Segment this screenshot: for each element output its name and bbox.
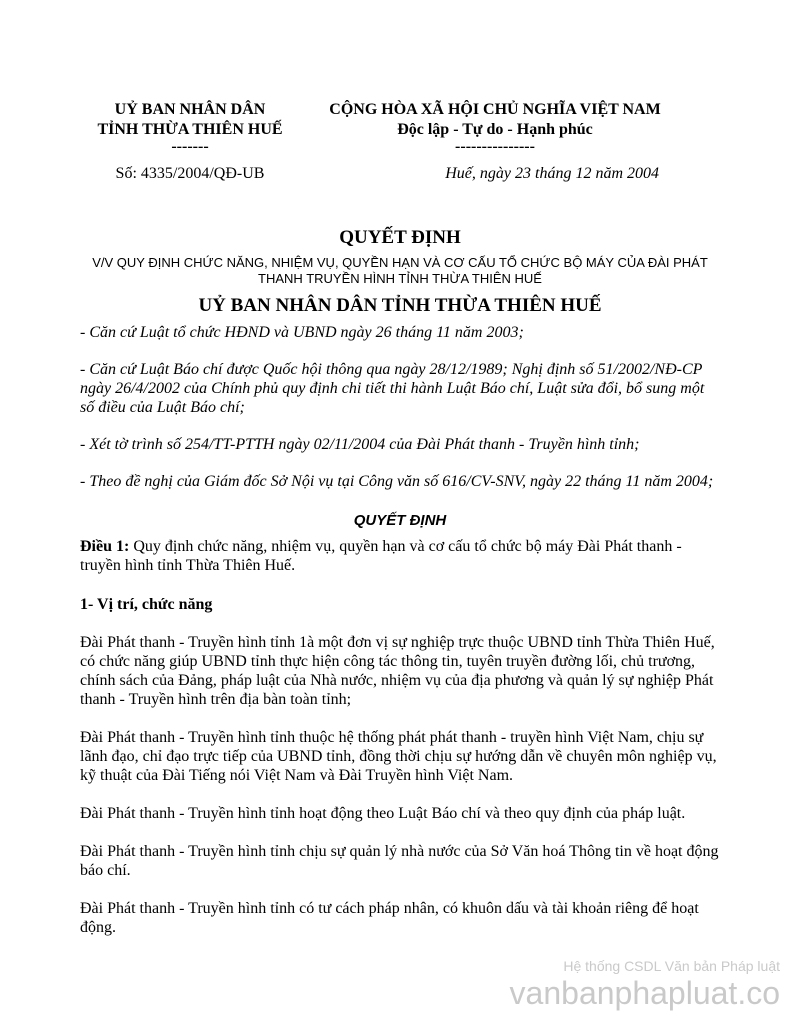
legal-basis-1: - Căn cứ Luật tổ chức HĐND và UBND ngày 26 tháng 11 năm 2003; bbox=[80, 324, 524, 341]
legal-basis-4: - Theo đề nghị của Giám đốc Sở Nội vụ tại Công văn số 616/CV-SNV, ngày 22 tháng 11 năm 2004; bbox=[80, 473, 714, 490]
paragraph-2: Đài Phát thanh - Truyền hình tỉnh thuộc hệ thống phát phát thanh - truyền hình Việt Nam, chịu sự lãnh đạo, chỉ đạo trực tiếp của UBND tỉnh, đồng thời chịu sự hướng dẫn về chuyên môn nghiệp vụ, kỹ thuật của Đài Tiếng nói Việt Nam và Đài Truyền hình Việt Nam. bbox=[80, 729, 717, 784]
motto-divider: --------------- bbox=[455, 138, 535, 155]
watermark-line-2: vanbanphapluat.co bbox=[509, 975, 780, 1011]
issuing-agency bbox=[80, 100, 300, 154]
article-1-label: Điều 1: bbox=[80, 538, 130, 555]
motto: Độc lập - Tự do - Hạnh phúc bbox=[397, 121, 593, 138]
issuing-committee: UỶ BAN NHÂN DÂN TỈNH THỪA THIÊN HUẾ bbox=[198, 295, 602, 316]
national-motto bbox=[300, 100, 690, 154]
document-title: QUYẾT ĐỊNH bbox=[339, 227, 461, 248]
article-1-text: Quy định chức năng, nhiệm vụ, quyền hạn và cơ cấu tổ chức bộ máy Đài Phát thanh - truyền hình tỉnh Thừa Thiên Huế. bbox=[80, 538, 682, 574]
section-1-heading: 1- Vị trí, chức năng bbox=[80, 596, 213, 613]
paragraph-3: Đài Phát thanh - Truyền hình tỉnh hoạt động theo Luật Báo chí và theo quy định của pháp luật. bbox=[80, 805, 686, 822]
legal-basis-3: - Xét tờ trình số 254/TT-PTTH ngày 02/11/2004 của Đài Phát thanh - Truyền hình tỉnh; bbox=[80, 436, 640, 453]
legal-basis-2: - Căn cứ Luật Báo chí được Quốc hội thông qua ngày 28/12/1989; Nghị định số 51/2002/NĐ-CP ngày 26/4/2002 của Chính phủ quy định chi tiết thi hành Luật Báo chí, Luật sửa đổi, bổ sung một số điều của Luật Báo chí; bbox=[80, 361, 705, 416]
site-watermark bbox=[510, 957, 780, 1011]
document-number: Số: 4335/2004/QĐ-UB bbox=[115, 165, 265, 182]
agency-divider: ------- bbox=[171, 138, 209, 155]
paragraph-1: Đài Phát thanh - Truyền hình tỉnh 1à một đơn vị sự nghiệp trực thuộc UBND tỉnh Thừa Thiên Huế, có chức năng giúp UBND tỉnh thực hiện công tác thông tin, tuyên truyền đường lối, chủ trương, chính sách của Đảng, pháp luật của Nhà nước, nhiệm vụ của địa phương và quản lý sự nghiệp Phát thanh - Truyền hình trên địa bàn toàn tỉnh; bbox=[80, 634, 715, 708]
watermark-line-1: Hệ thống CSDL Văn bản Pháp luật bbox=[563, 958, 780, 974]
document-date: Huế, ngày 23 tháng 12 năm 2004 bbox=[445, 165, 659, 182]
decision-heading: QUYẾT ĐỊNH bbox=[353, 512, 447, 529]
document-body bbox=[80, 225, 720, 937]
paragraph-4: Đài Phát thanh - Truyền hình tỉnh chịu sự quản lý nhà nước của Sở Văn hoá Thông tin về hoạt động báo chí. bbox=[80, 843, 719, 879]
document-subtitle: V/V QUY ĐỊNH CHỨC NĂNG, NHIỆM VỤ, QUYỀN HẠN VÀ CƠ CẤU TỔ CHỨC BỘ MÁY CỦA ĐÀI PHÁT THANH TRUYỀN HÌNH TỈNH THỪA THIÊN HUẾ bbox=[92, 255, 708, 286]
paragraph-5: Đài Phát thanh - Truyền hình tỉnh có tư cách pháp nhân, có khuôn dấu và tài khoản riêng để hoạt động. bbox=[80, 900, 699, 936]
document-header bbox=[0, 100, 800, 190]
country-name: CỘNG HÒA XÃ HỘI CHỦ NGHĨA VIỆT NAM bbox=[329, 101, 661, 118]
agency-line-2: TỈNH THỪA THIÊN HUẾ bbox=[97, 121, 283, 138]
agency-line-1: UỶ BAN NHÂN DÂN bbox=[114, 101, 266, 118]
article-1 bbox=[80, 537, 720, 575]
document-date-wrap bbox=[300, 164, 690, 184]
